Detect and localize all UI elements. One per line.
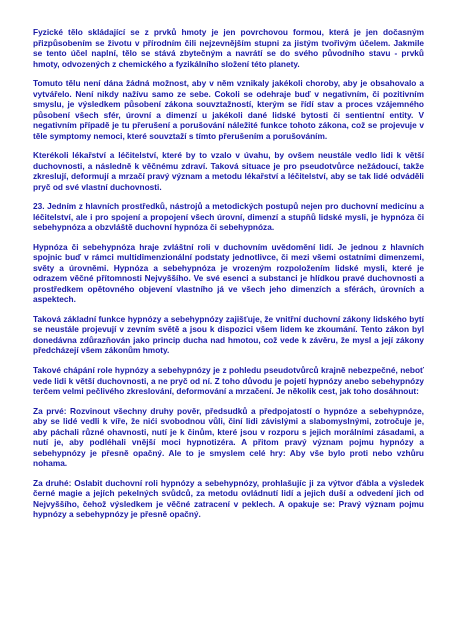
paragraph-8: Za prvé: Rozvinout všechny druhy pověr, předsudků a předpojatostí o hypnóze a sebehypnóze, aby se lidé vedli k víře, že nići svobodnou vůli, činí lidi závislými a slabomyslnými, zotročuje je, aby páchali různé ohavnosti, nutí je k činům, které jsou v rozporu s jejich morálními zásadami, a nutí je, aby podléhali vnější moci hypnotizéra. A přitom pravý význam pojmu hypnózy a sebehypnózy je přesně opačný. Ale to je smyslem celé hry: Aby vše bylo proti nebo vzhůru nohama. [33,405,424,469]
paragraph-1: Fyzické tělo skládající se z prvků hmoty je jen povrchovou formou, která je jen dočasným přizpůsobením se životu v přírodním čili nejzevnějším stupni za jistým tvořivým účelem. Jakmile se tento účel naplní, tělo se stává zbytečným a navrátí se do svého původního stavu - prvků hmoty, odvozených z chemického a fyzikálního složení této planety. [33,27,424,69]
paragraph-5: Hypnóza či sebehypnóza hraje zvláštní roli v duchovním uvědomění lidí. Je jednou z hlavních spojnic buď v rámci multidimenzionální podstaty jednotlivce, či mezi všemi ostatními dimenzemi, světy a úrovněmi. Hypnóza a sebehypnóza je vrozeným rozpoložením lidské mysli, které je odrazem věčné přítomnosti Nejvyššího. Ve své esenci a substanci je hlídkou pravé duchovnosti a prostředkem opětovného objevení vlastního já ve všech jeho dimenzích a sférách, úrovních a aspektech. [33,241,424,305]
paragraph-4: 23. Jedním z hlavních prostředků, nástrojů a metodických postupů nejen pro duchovní medicínu a léčitelství, ale i pro spojení a propojení všech úrovní, dimenzí a stupňů lidské mysli, je hypnóza či sebehypnóza a obzvláště duchovní hypnóza či sebehypnóza. [33,201,424,233]
paragraph-6: Taková základní funkce hypnózy a sebehypnózy zajišťuje, že vnitřní duchovní zákony lidského bytí se neustále projevují v zevním světě a jsou k dispozici všem lidem ke zkoumání. Tento zákon byl donedávna zdůrazňován jako princip ducha nad hmotou, což vede k závěru, že mysl a její zákony předcházejí všem zákonům hmoty. [33,313,424,356]
paragraph-2: Tomuto tělu není dána žádná možnost, aby v něm vznikaly jakékoli choroby, aby je obsahovalo a vytvářelo. Není nikdy nažívu samo ze sebe. Cokoli se odehraje buď v negativním, či pozitivním smyslu, je výsledkem působení zákona souvztažností, kterým se řídí stav a proces vzájemného působení všech sfér, úrovní a dimenzí u jakékoli dané lidské bytosti či sentientní entity. V negativním případě je tu přerušení a porušování náležité funkce tohoto zákona, což se projevuje v těle symptomy nemoci, které souvztaží s tímto přerušením a porušováním. [33,78,424,141]
paragraph-9: Za druhé: Oslabit duchovní roli hypnózy a sebehypnózy, prohlašujíc ji za výtvor ďábla a výsledek černé magie a jejích pekelných svůdců, za metodu ovládnutí lidí a jejich duší a odvedení jich od Nejvyššího, čehož výsledkem je věčné zatracení v peklech. A opakuje se: Pravý význam pojmu hypnózy a sebehypnózy je přesně opačný. [33,477,424,520]
paragraph-7: Takové chápání role hypnózy a sebehypnózy je z pohledu pseudotvůrců krajně nebezpečné, neboť vede lidi k větší duchovnosti, a ne pryč od ní. Z toho důvodu je pojetí hypnózy anebo sebehypnózy terčem velmi pečlivého zkreslování, deformování a mrzačení. Je několik cest, jak toho dosáhnout: [33,365,424,397]
paragraph-3: Kterékoli lékařství a léčitelství, které by to vzalo v úvahu, by ovšem neustále vedlo lidi k větší duchovnosti, a následně k věčnému zdraví. Taková situace je pro pseudotvůrce nežádoucí, takže zkreslují, deformují a mrzačí pravý význam a metodu lékařství a léčitelství, aby se tak lidé odváděli pryč od své vlastní duchovnosti. [33,150,424,192]
